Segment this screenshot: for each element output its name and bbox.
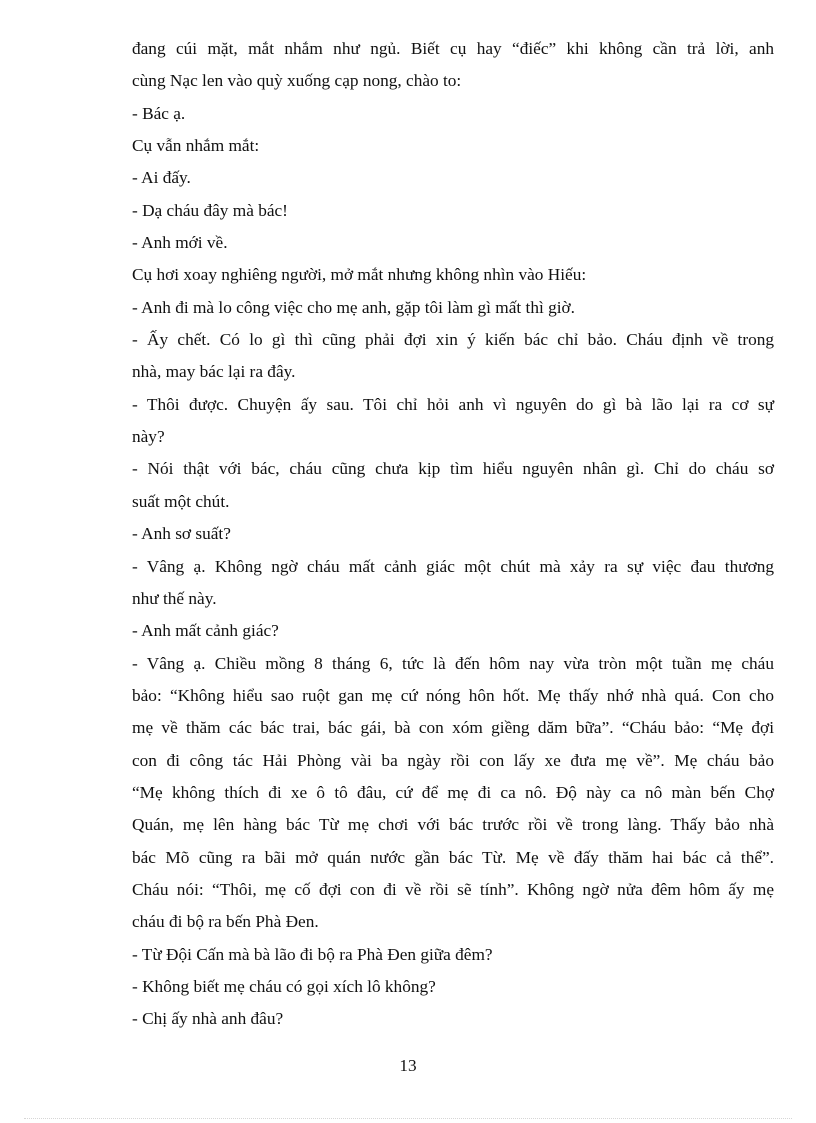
- text-line: - Anh mất cảnh giác?: [132, 621, 279, 641]
- text-line: - Thôi được. Chuyện ấy sau. Tôi chỉ hỏi anh vì nguyên do gì bà lão lại ra cơ sự: [132, 394, 774, 414]
- text-line: đang cúi mặt, mắt nhắm như ngủ. Biết cụ hay “điếc” khi không cần trả lời, anh: [132, 39, 774, 58]
- text-line: mẹ về thăm các bác trai, bác gái, bà con xóm giềng dăm bữa”. “Cháu bảo: “Mẹ đợi: [132, 718, 774, 738]
- text-line: - Anh sơ suất?: [132, 524, 231, 544]
- text-line: Cụ vẫn nhắm mắt:: [132, 136, 260, 156]
- text-line: như thế này.: [132, 588, 217, 608]
- text-line: cháu đi bộ ra bến Phà Đen.: [132, 912, 319, 932]
- text-line: - Nói thật với bác, cháu cũng chưa kịp tìm hiểu nguyên nhân gì. Chỉ do cháu sơ: [132, 459, 774, 479]
- text-line: - Chị ấy nhà anh đâu?: [132, 1009, 284, 1029]
- text-line: con đi công tác Hải Phòng vài ba ngày rồi con lấy xe đưa mẹ về”. Mẹ cháu bảo: [132, 750, 774, 770]
- text-line: Cháu nói: “Thôi, mẹ cố đợi con đi về rồi sẽ tính”. Không ngờ nửa đêm hôm ấy mẹ: [132, 879, 774, 899]
- text-line: suất một chút.: [132, 491, 230, 511]
- text-line: - Ai đấy.: [132, 168, 191, 188]
- text-line: nhà, may bác lại ra đây.: [132, 362, 296, 382]
- page-bottom-divider: [24, 1118, 792, 1119]
- text-line: bảo: “Không hiểu sao ruột gan mẹ cứ nóng hôn hốt. Mẹ thấy nhớ nhà quá. Con cho: [132, 685, 774, 705]
- text-line: “Mẹ không thích đi xe ô tô đâu, cứ để mẹ đi ca nô. Độ này ca nô màn bến Chợ: [132, 782, 774, 802]
- text-line: - Bác ạ.: [132, 103, 186, 123]
- text-line: - Anh đi mà lo công việc cho mẹ anh, gặp tôi làm gì mất thì giờ.: [132, 297, 576, 317]
- text-line: - Từ Đội Cấn mà bà lão đi bộ ra Phà Đen giữa đêm?: [132, 944, 493, 964]
- text-line: cùng Nạc len vào quỳ xuống cạp nong, chào to:: [132, 71, 462, 91]
- text-line: - Vâng ạ. Không ngờ cháu mất cảnh giác một chút mà xảy ra sự việc đau thương: [132, 556, 774, 576]
- text-line: - Vâng ạ. Chiều mồng 8 tháng 6, tức là đến hôm nay vừa tròn một tuần mẹ cháu: [132, 653, 774, 673]
- text-line: - Không biết mẹ cháu có gọi xích lô không?: [132, 976, 436, 996]
- page-number: 13: [399, 1056, 417, 1075]
- text-line: - Anh mới về.: [132, 233, 228, 253]
- text-line: bác Mõ cũng ra bãi mở quán nước gần bác Từ. Mẹ về đấy thăm hai bác cả thể”.: [132, 847, 774, 867]
- text-line: - Ấy chết. Có lo gì thì cũng phải đợi xin ý kiến bác chỉ bảo. Cháu định về trong: [132, 330, 774, 350]
- text-line: - Dạ cháu đây mà bác!: [132, 200, 288, 220]
- text-line: Quán, mẹ lên hàng bác Từ mẹ chơi với bác trước rồi về trong làng. Thấy bảo nhà: [132, 815, 774, 835]
- text-line: Cụ hơi xoay nghiêng người, mở mắt nhưng không nhìn vào Hiếu:: [132, 265, 587, 285]
- text-body: [132, 33, 774, 1036]
- text-line: này?: [132, 427, 165, 447]
